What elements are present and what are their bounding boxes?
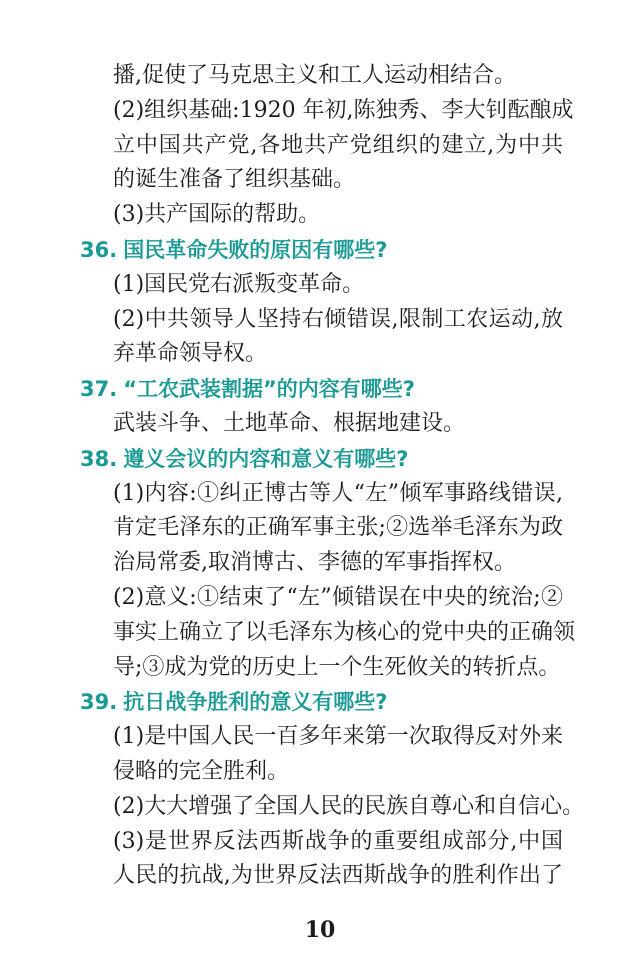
body-line: (2)中共领导人坚持右倾错误,限制工农运动,放: [113, 306, 563, 332]
body-line: 立中国共产党,各地共产党组织的建立,为中共: [113, 132, 563, 158]
question-number: 36.: [80, 238, 118, 262]
page-number: 10: [304, 917, 336, 943]
question-heading: [80, 236, 560, 264]
body-line: 事实上确立了以毛泽东为核心的党中央的正确领: [113, 619, 576, 645]
question-number: 37.: [80, 377, 118, 402]
question-heading: [80, 445, 560, 473]
body-line: 的诞生准备了组织基础。: [113, 167, 356, 193]
body-line: 播,促使了马克思主义和工人运动相结合。: [113, 63, 516, 88]
body-line: (2)意义:①结束了“左”倾错误在中央的统治;②: [113, 585, 563, 610]
body-line: (3)是世界反法西斯战争的重要组成部分,中国: [113, 828, 563, 854]
body-line: 导;③成为党的历史上一个生死攸关的转折点。: [113, 654, 561, 680]
body-line: (1)内容:①纠正博古等人“左”倾军事路线错误,: [113, 480, 563, 506]
body-line: 肯定毛泽东的正确军事主张;②选举毛泽东为政: [113, 515, 563, 541]
question-text: 抗日战争胜利的意义有哪些?: [123, 690, 388, 715]
body-line: (3)共产国际的帮助。: [113, 202, 321, 228]
body-line: 武装斗争、土地革命、根据地建设。: [113, 411, 466, 436]
question-text: 遵义会议的内容和意义有哪些?: [123, 446, 409, 471]
body-line: 人民的抗战,为世界反法西斯战争的胜利作出了: [113, 863, 563, 889]
body-line: (1)是中国人民一百多年来第一次取得反对外来: [113, 724, 563, 750]
body-line: (1)国民党右派叛变革命。: [113, 271, 365, 297]
body-line: 弃革命领导权。: [113, 341, 268, 367]
body-line: 治局常委,取消博古、李德的军事指挥权。: [113, 550, 516, 576]
question-heading: [80, 688, 560, 716]
body-line: (2)组织基础:1920 年初,陈独秀、李大钊酝酿成: [113, 97, 574, 123]
question-number: 39.: [80, 690, 118, 715]
question-text: “工农武装割据”的内容有哪些?: [123, 377, 415, 402]
question-number: 38.: [80, 446, 118, 471]
question-heading: [80, 375, 560, 403]
question-text: 国民革命失败的原因有哪些?: [123, 238, 388, 262]
body-line: (2)大大增强了全国人民的民族自尊心和自信心。: [113, 793, 585, 819]
body-line: 侵略的完全胜利。: [113, 759, 290, 784]
